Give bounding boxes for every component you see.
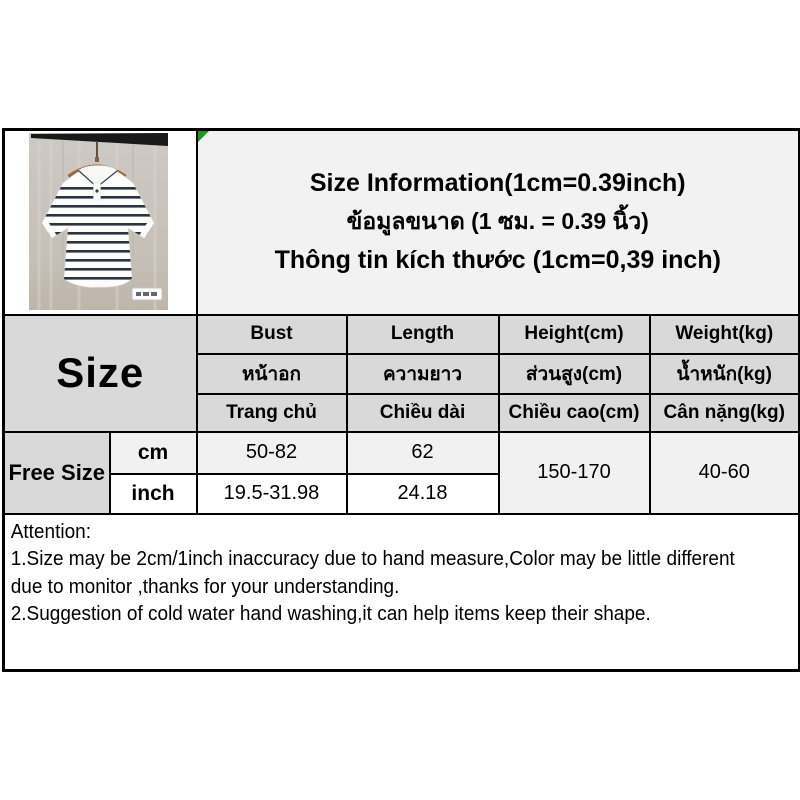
col-weight-th: น้ำหนัก(kg): [650, 354, 800, 394]
unit-inch: inch: [110, 474, 197, 514]
photo-label-tag: [132, 288, 162, 300]
attention-line-1: 1.Size may be 2cm/1inch inaccuracy due to hand measure,Color may be little different: [10, 548, 735, 570]
attention-line-3: 2.Suggestion of cold water hand washing,it can help items keep their shape.: [10, 603, 651, 625]
length-inch-value: 24.18: [347, 474, 499, 514]
product-photo: [29, 133, 168, 310]
col-bust-th: หน้าอก: [197, 354, 347, 394]
col-bust-vi: Trang chủ: [197, 394, 347, 432]
bust-inch-value: 19.5-31.98: [197, 474, 347, 514]
col-weight-vi: Cân nặng(kg): [650, 394, 800, 432]
col-height-th: ส่วนสูง(cm): [499, 354, 650, 394]
row-label-free-size: Free Size: [4, 432, 110, 514]
col-length-en: Length: [347, 315, 499, 354]
size-table: [2, 128, 800, 672]
length-cm-value: 62: [347, 432, 499, 474]
attention-heading: Attention:: [10, 520, 91, 543]
weight-range-value: 40-60: [650, 432, 800, 514]
attention-note: [4, 514, 800, 671]
col-height-vi: Chiều cao(cm): [499, 394, 650, 432]
col-bust-en: Bust: [197, 315, 347, 354]
title-cell: [197, 130, 800, 315]
col-weight-en: Weight(kg): [650, 315, 800, 354]
product-photo-cell: [4, 130, 197, 315]
bust-cm-value: 50-82: [197, 432, 347, 474]
title-english: Size Information(1cm=0.39inch): [309, 169, 686, 198]
unit-cm: cm: [110, 432, 197, 474]
attention-line-2: due to monitor ,thanks for your understanding.: [10, 575, 400, 598]
height-range-value: 150-170: [499, 432, 650, 514]
size-header: Size: [4, 315, 197, 432]
title-vietnamese: Thông tin kích thước (1cm=0,39 inch): [274, 246, 721, 275]
cell-error-indicator-icon: [198, 131, 209, 142]
col-height-en: Height(cm): [499, 315, 650, 354]
title-thai: ข้อมูลขนาด (1 ซม. = 0.39 นิ้ว): [346, 208, 649, 235]
col-length-th: ความยาว: [347, 354, 499, 394]
col-length-vi: Chiều dài: [347, 394, 499, 432]
